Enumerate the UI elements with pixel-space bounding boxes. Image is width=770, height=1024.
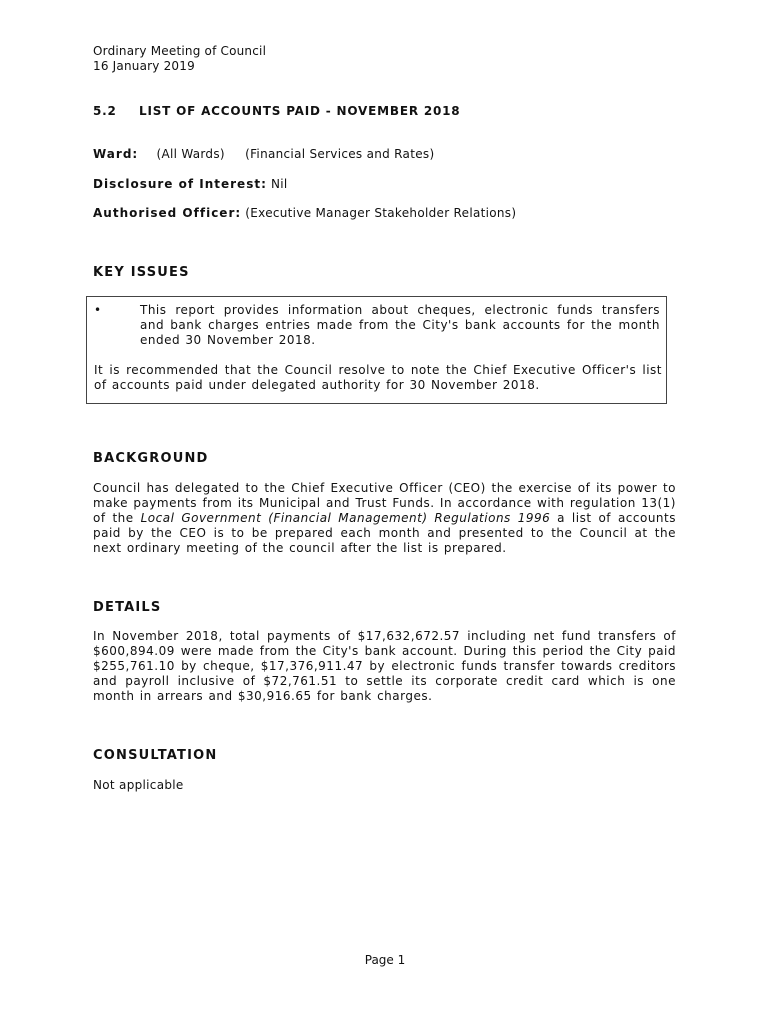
- regulation-reference: Local Government (Financial Management) Regulations 1996: [140, 511, 551, 525]
- disclosure-row: [93, 177, 288, 192]
- background-paragraph: [93, 481, 676, 556]
- ward-row: [93, 147, 434, 162]
- recommendation-text: It is recommended that the Council resolve to note the Chief Executive Officer's list of accounts paid under delegated authority for 30 November 2018.: [94, 363, 662, 392]
- officer-value: (Executive Manager Stakeholder Relations): [245, 206, 517, 220]
- item-number: 5.2: [93, 104, 117, 118]
- meeting-date: 16 January 2019: [93, 59, 195, 73]
- disclosure-value: Nil: [271, 177, 288, 191]
- details-paragraph: In November 2018, total payments of $17,632,672.57 including net fund transfers of $600,894.09 were made from the City's bank account. During this period the City paid $255,761.10 by cheque, $17,376,911.47 by electronic funds transfer towards creditors and payroll inclusive of $72,761.51 to settle its corporate credit card which is one month in arrears and $30,916.65 for bank charges.: [93, 629, 676, 703]
- consultation-text: Not applicable: [93, 778, 184, 792]
- key-issue-text: This report provides information about cheques, electronic funds transfers and bank charges entries made from the City's bank accounts for the month ended 30 November 2018.: [140, 303, 660, 347]
- bullet-icon: •: [94, 303, 102, 317]
- page-number: Page 1: [364, 953, 406, 967]
- ward-label: Ward:: [93, 147, 139, 161]
- consultation-heading: CONSULTATION: [93, 748, 218, 763]
- background-text-before: Council has delegated to the Chief Executive Officer (CEO) the exercise of its power to make payments from its Municipal and Trust Funds. In accordance with regulation 13(1) of the: [93, 481, 676, 525]
- officer-label: Authorised Officer:: [93, 206, 242, 220]
- background-heading: BACKGROUND: [93, 451, 209, 466]
- disclosure-label: Disclosure of Interest:: [93, 177, 267, 191]
- key-issues-box: [86, 296, 667, 404]
- ward-portfolio: (Financial Services and Rates): [245, 147, 435, 161]
- details-heading: DETAILS: [93, 600, 162, 615]
- background-text-after: a list of accounts paid by the CEO is to be prepared each month and presented to the Council at the next ordinary meeting of the council after the list is prepared.: [93, 511, 676, 555]
- item-title: LIST OF ACCOUNTS PAID - NOVEMBER 2018: [139, 104, 461, 118]
- key-issues-heading: KEY ISSUES: [93, 265, 190, 280]
- key-issue-item: [94, 303, 660, 348]
- ward-value: (All Wards): [156, 147, 225, 161]
- meeting-name: Ordinary Meeting of Council: [93, 44, 267, 58]
- item-title-row: [93, 104, 460, 119]
- officer-row: [93, 206, 516, 221]
